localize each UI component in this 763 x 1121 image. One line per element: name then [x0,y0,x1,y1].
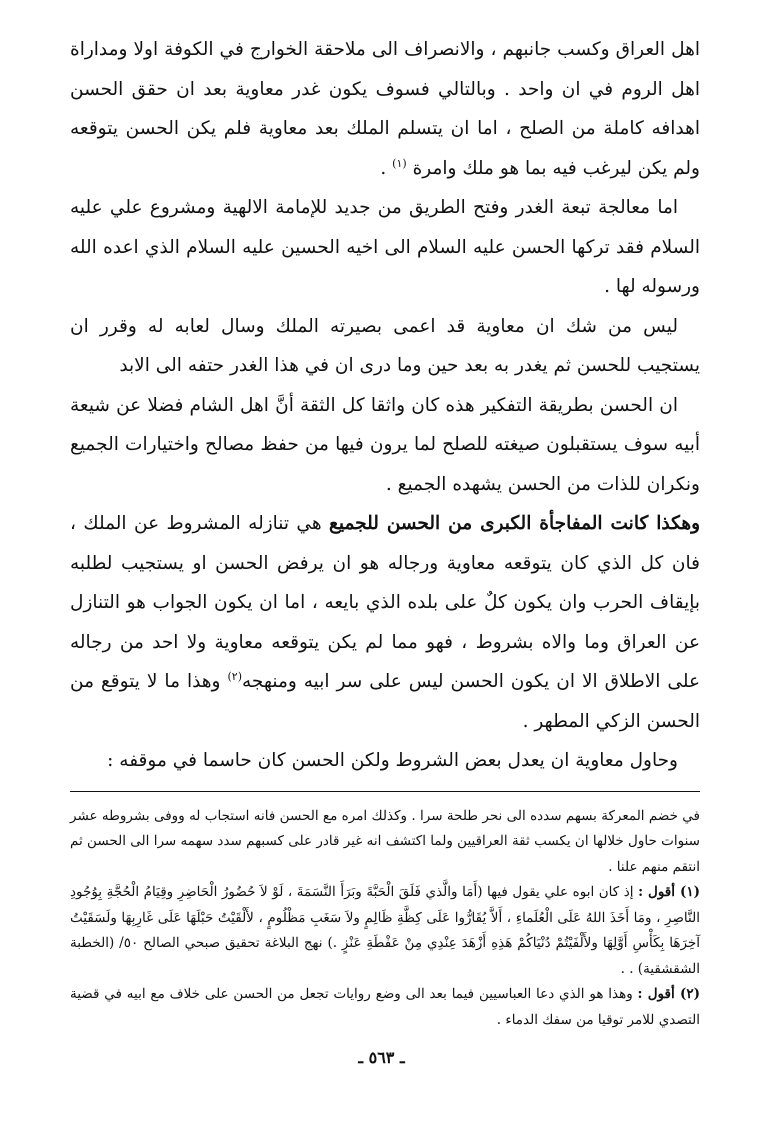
footnote-ref-1: (١) [392,156,407,170]
paragraph-5: وهكذا كانت المفاجأة الكبرى من الحسن للجميع هي تنازله المشروط عن الملك ، فان كل الذي كان يتوقعه معاوية ورجاله هو ان يرفض الحسن او يستجيب لطلبه بإيقاف الحرب وان يكون كلٌ على بلده الذي بايعه ، اما ان يكون الجواب هو التنازل عن العراق وما والاه بشروط ، فهو مما لم يكن يتوقعه معاوية ولا احد من رجاله على الاطلاق الا ان يكون الحسن ليس على سر ابيه ومنهجه$^{(٢)}$ وهذا ما لا يتوقع من الحسن الزكي المطهر . [70,513,701,732]
footnote-divider [70,791,700,792]
bold-lead: وهكذا كانت المفاجأة الكبرى من الحسن للجميع [329,513,701,534]
footnote-label: (٢) أقول : [637,986,700,1002]
footnote-label: (١) أقول : [638,884,701,900]
footnote-ref-2: (٢) [227,669,242,683]
footnotes [70,804,700,1034]
paragraph-1: اهل العراق وكسب جانبهم ، والانصراف الى ملاحقة الخوارج في الكوفة اولا ومداراة اهل الروم في ان واحد . وبالتالي فسوف يكون غدر معاوية بعد ان حقق الحسن اهدافه كاملة من الصلح ، اما ان يتسلم الملك بعد معاوية فلم يكن الحسن يتوقعه ولم يكن ليرغب فيه بما هو ملك وامرة $^{(١)}$ . [70,39,700,179]
paragraph-3: ليس من شك ان معاوية قد اعمى بصيرته الملك وسال لعابه له وقرر ان يستجيب للحسن ثم يغدر به بعد حين وما درى ان في هذا الغدر حتفه الى الابد [70,315,700,376]
main-text [70,30,700,781]
footnote-2: (٢) أقول : وهذا هو الذي دعا العباسيين فيما بعد الى وضع روايات تجعل من الحسن على خلاف مع ابيه في قضية التصدي للامر توقيا من سفك الدماء . [70,986,700,1028]
book-page [70,30,700,1100]
footnote-1: (١) أقول : إذ كان ابوه علي يقول فيها (أَمَا والَّذي فَلَقَ الْحَبَّةَ وبَرَأَ النَّسَمَةَ ، لَوْ لاَ حُضُورُ الْحَاضِرِ وقِيَامُ الْحُجَّةِ بِوُجُودِ النَّاصِرِ ، ومَا أَخَذَ اللهُ عَلَى الْعُلَماءِ ، أَلاَّ يُقَارُّوا عَلَى كِظَّةِ ظَالِمٍ ولاَ سَغَبِ مَظْلُومٍ ، لأَلْقَيْتُ حَبْلَهَا عَلَى غَارِبِهَا ولَسَقَيْتُ آخِرَهَا بِكَأْسِ أَوَّلِهَا ولأَلْفَيْتُمْ دُنْيَاكُمْ هَذِهِ أَزْهَدَ عِنْدِي مِنْ عَفْطَةِ عَنْزٍ .) نهج البلاغة تحقيق صبحي الصالح ٥٠/ (الخطبة الشقشقية) . . [70,884,701,977]
paragraph-6: وحاول معاوية ان يعدل بعض الشروط ولكن الحسن كان حاسما في موقفه : [107,750,678,771]
footnote-continuation: في خضم المعركة بسهم سدده الى نحر طلحة سرا . وكذلك امره مع الحسن فانه استجاب له ووفى بشروطه عشر سنوات حاول خلالها ان يكسب ثقة العراقيين ولما اكتشف انه غير قادر على كسبهم سدد سهمه سرا الى الحسن ثم انتقم منهم علنا . [70,807,700,875]
paragraph-4: ان الحسن بطريقة التفكير هذه كان واثقا كل الثقة أنَّ اهل الشام فضلا عن شيعة أبيه سوف يستقبلون صيغته للصلح لما يرون فيها من حفظ مصالح واختيارات الجميع ونكران للذات من الحسن يشهده الجميع . [70,394,700,495]
paragraph-2: اما معالجة تبعة الغدر وفتح الطريق من جديد للإمامة الالهية ومشروع علي عليه السلام فقد تركها الحسن عليه السلام الى اخيه الحسين عليه السلام الذي اعده الله ورسوله لها . [70,197,700,297]
page-number: ـ ٥٦٣ ـ [358,1048,405,1067]
